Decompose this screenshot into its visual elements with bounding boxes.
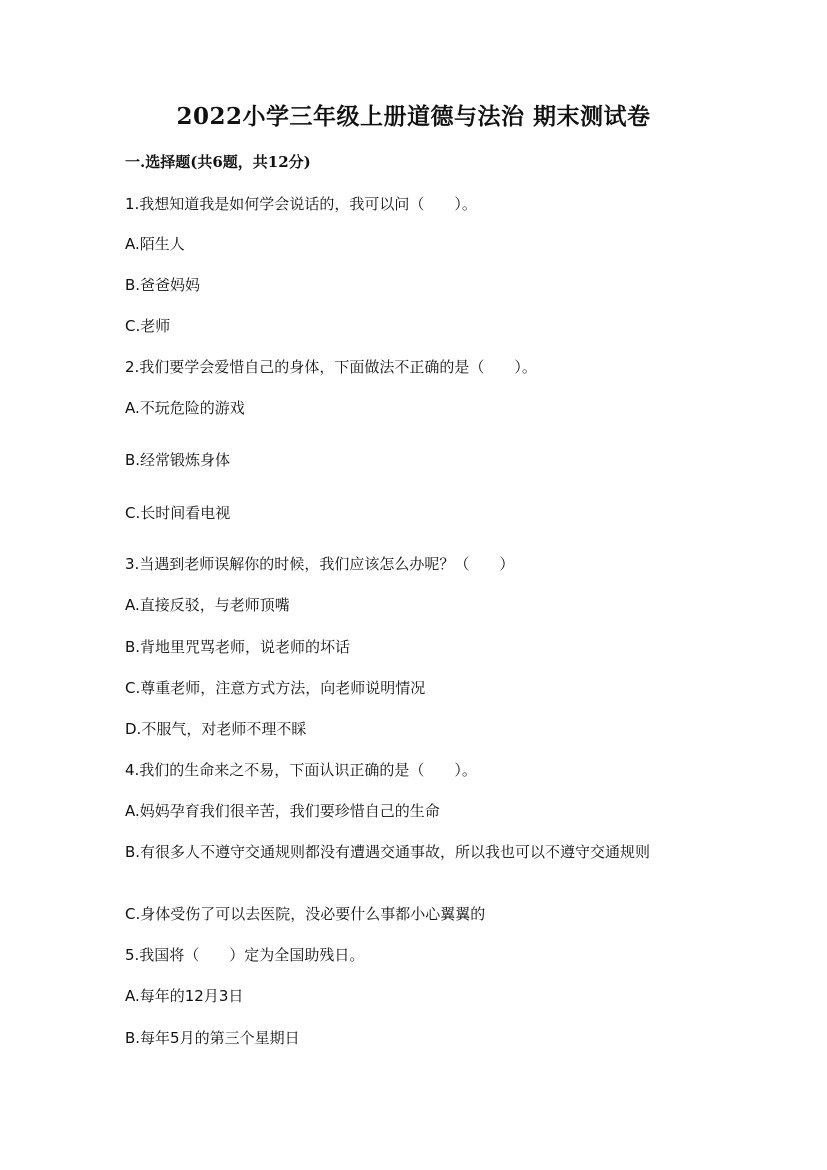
question-4-option-a: A.妈妈孕育我们很辛苦，我们要珍惜自己的生命 [125, 802, 440, 820]
question-2-option-a: A.不玩危险的游戏 [125, 399, 245, 417]
section-heading: 一.选择题(共6题，共12分) [125, 153, 311, 171]
question-3-option-b: B.背地里咒骂老师，说老师的坏话 [125, 638, 351, 656]
question-1-option-b: B.爸爸妈妈 [125, 276, 201, 294]
question-2-stem: 2.我们要学会爱惜自己的身体，下面做法不正确的是（ ）。 [125, 358, 537, 376]
question-5-option-b: B.每年5月的第三个星期日 [125, 1029, 300, 1047]
question-1-option-a: A.陌生人 [125, 235, 185, 253]
question-5-option-a: A.每年的12月3日 [125, 987, 244, 1005]
question-3-stem: 3.当遇到老师误解你的时候，我们应该怎么办呢？（ ） [125, 555, 515, 573]
question-4-stem: 4.我们的生命来之不易，下面认识正确的是（ ）。 [125, 761, 477, 779]
question-1-option-c: C.老师 [125, 317, 171, 335]
question-3-option-c: C.尊重老师，注意方式方法，向老师说明情况 [125, 679, 426, 697]
question-5-stem: 5.我国将（ ）定为全国助残日。 [125, 946, 365, 964]
document-title: 2022小学三年级上册道德与法治 期末测试卷 [176, 103, 651, 130]
question-4-option-c: C.身体受伤了可以去医院，没必要什么事都小心翼翼的 [125, 905, 486, 923]
question-4-option-b: B.有很多人不遵守交通规则都没有遭遇交通事故，所以我也可以不遵守交通规则 [125, 843, 651, 861]
question-2-option-b: B.经常锻炼身体 [125, 451, 231, 469]
question-2-option-c: C.长时间看电视 [125, 504, 231, 522]
question-1-stem: 1.我想知道我是如何学会说话的，我可以问（ ）。 [125, 195, 477, 213]
question-3-option-a: A.直接反驳，与老师顶嘴 [125, 596, 290, 614]
question-3-option-d: D.不服气，对老师不理不睬 [125, 720, 307, 738]
